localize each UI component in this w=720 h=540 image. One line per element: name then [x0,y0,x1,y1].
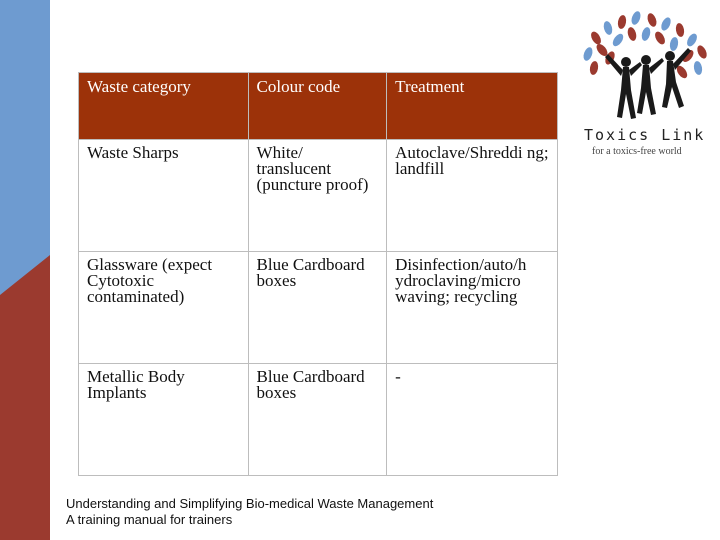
side-panel-red [0,0,50,540]
cell-treatment: - [387,364,558,476]
header-colour-code: Colour code [248,73,387,140]
footer-title: Understanding and Simplifying Bio-medical Waste Management [66,496,434,511]
footer [66,496,433,528]
cell-treatment: Autoclave/Shreddi ng; landfill [387,140,558,252]
cell-category: Waste Sharps [79,140,249,252]
cell-category: Glassware (expect Cytotoxic contaminated) [79,252,249,364]
footer-subtitle: A training manual for trainers [66,512,233,527]
logo-tagline: for a toxics-free world [592,146,682,157]
cell-treatment: Disinfection/auto/h ydroclaving/micro waving; recycling [387,252,558,364]
table-header-row [79,73,558,140]
waste-table [78,72,558,476]
logo-name: Toxics Link [584,126,706,144]
table-row [79,140,558,252]
cell-colour: White/ translucent (puncture proof) [248,140,387,252]
table-row [79,364,558,476]
cell-colour: Blue Cardboard boxes [248,252,387,364]
header-treatment: Treatment [387,73,558,140]
cell-category: Metallic Body Implants [79,364,249,476]
cell-colour: Blue Cardboard boxes [248,364,387,476]
header-waste-category: Waste category [79,73,249,140]
table-row [79,252,558,364]
